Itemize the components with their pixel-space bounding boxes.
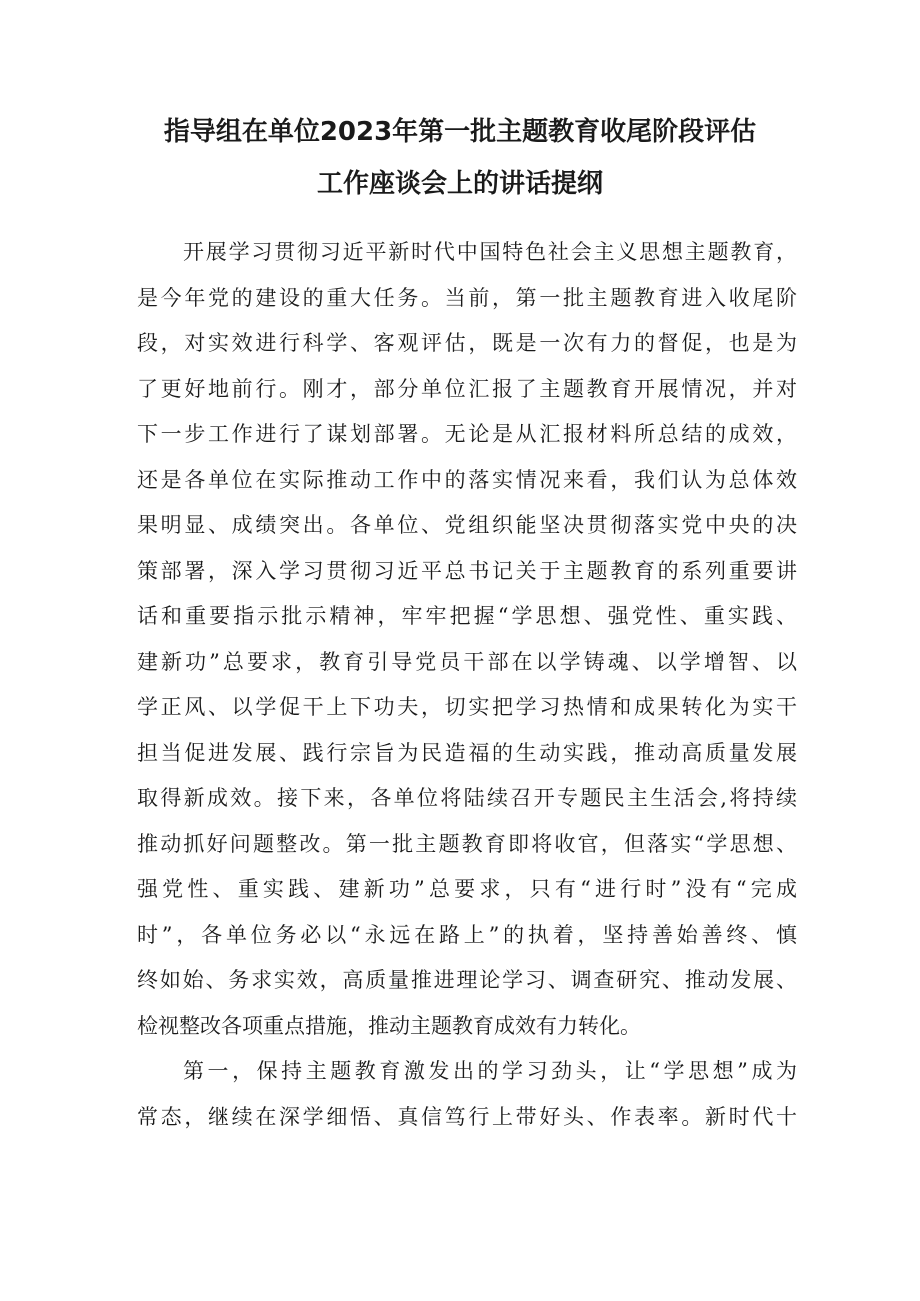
- text-line: 取得新成效。接下来，各单位将陆续召开专题民主生活会,将持续: [137, 786, 797, 810]
- text-line: 担当促进发展、践行宗旨为民造福的生动实践，推动高质量发展: [137, 740, 797, 765]
- paragraph-1: [137, 230, 797, 1049]
- text-line: 终如始、务求实效，高质量推进理论学习、调查研究、推动发展、: [137, 968, 797, 992]
- text-line: 了更好地前行。刚才，部分单位汇报了主题教育开展情况，并对: [137, 376, 797, 401]
- paragraph-2: [137, 1049, 797, 1140]
- text-line: 建新功”总要求，教育引导党员干部在以学铸魂、以学增智、以: [137, 649, 797, 674]
- text-line: 第一，保持主题教育激发出的学习劲头，让“学思想”成为: [183, 1059, 797, 1083]
- text-line: 策部署，深入学习贯彻习近平总书记关于主题教育的系列重要讲: [137, 558, 797, 583]
- text-line: 下一步工作进行了谋划部署。无论是从汇报材料所总结的成效，: [137, 422, 797, 446]
- text-line: 开展学习贯彻习近平新时代中国特色社会主义思想主题教育，: [183, 240, 797, 264]
- text-line: 强党性、重实践、建新功”总要求，只有“进行时”没有“完成: [137, 877, 797, 901]
- text-line: 果明显、成绩突出。各单位、党组织能坚决贯彻落实党中央的决: [137, 513, 797, 537]
- text-line: 学正风、以学促干上下功夫，切实把学习热情和成果转化为实干: [137, 695, 797, 719]
- document-body: [137, 230, 797, 1140]
- text-line: 话和重要指示批示精神，牢牢把握“学思想、强党性、重实践、: [137, 604, 797, 628]
- text-line: 常态，继续在深学细悟、真信笃行上带好头、作表率。新时代十: [137, 1104, 797, 1129]
- text-line: 时”，各单位务必以“永远在路上”的执着，坚持善始善终、慎: [137, 922, 797, 947]
- text-line: 还是各单位在实际推动工作中的落实情况来看，我们认为总体效: [137, 467, 797, 492]
- text-line: 检视整改各项重点措施，推动主题教育成效有力转化。: [137, 1013, 641, 1038]
- text-line: 段，对实效进行科学、客观评估，既是一次有力的督促，也是为: [137, 331, 797, 355]
- text-line: 是今年党的建设的重大任务。当前，第一批主题教育进入收尾阶: [137, 285, 797, 310]
- document-title-line1: 指导组在单位2023年第一批主题教育收尾阶段评估: [163, 117, 757, 147]
- document-title-line2: 工作座谈会上的讲话提纲: [316, 169, 603, 199]
- text-line: 推动抓好问题整改。第一批主题教育即将收官，但落实“学思想、: [137, 831, 797, 856]
